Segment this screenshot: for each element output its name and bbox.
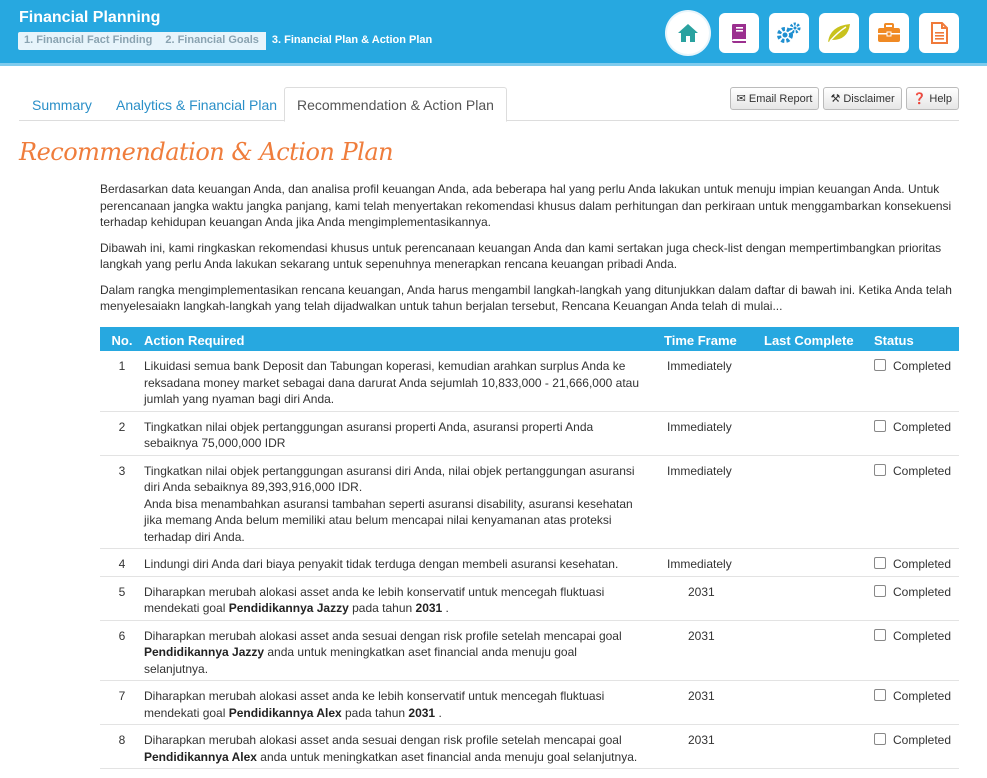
row-time-frame: 2031 xyxy=(664,576,764,620)
step-financial-goals[interactable]: 2. Financial Goals xyxy=(165,34,259,46)
row-time-frame: Immediately xyxy=(664,455,764,549)
action-text: Diharapkan merubah alokasi asset anda sesuai dengan risk profile setelah mencapai goal xyxy=(144,628,622,643)
header-status: Status xyxy=(874,332,914,348)
intro-paragraph: Berdasarkan data keuangan Anda, dan analisa profil keuangan Anda, ada beberapa hal yang perlu Anda lakukan untuk menuju impian keuangan Anda. Untuk perencanaan jangka waktu jangka panjang, kami telah menyertakan rekomendasi khusus dalam perhitungan dan perkiraan untuk menggambarkan konsekuensi terhadap kehidupan keuangan Anda jika Anda mengimplementasikannya. xyxy=(100,182,952,229)
row-action xyxy=(144,620,664,681)
document-icon xyxy=(929,21,949,45)
wizard-steps xyxy=(18,32,439,50)
status-label: Completed xyxy=(893,359,952,373)
home-icon xyxy=(677,23,699,43)
book-button[interactable] xyxy=(719,13,759,53)
action-text: anda untuk meningkatkan aset financial anda menuju goal selanjutnya. xyxy=(144,645,577,676)
action-text: Lindungi diri Anda dari biaya penyakit tidak terduga dengan membeli asuransi kesehatan. xyxy=(144,557,619,571)
settings-button[interactable] xyxy=(769,13,809,53)
page-title: Recommendation & Action Plan xyxy=(19,138,394,166)
row-no: 6 xyxy=(100,620,144,681)
row-no: 1 xyxy=(100,351,144,411)
action-text: Likuidasi semua bank Deposit dan Tabungan koperasi, kemudian arahkan surplus Anda ke reksadana money market sebagai dana darurat Anda sejumlah 10,833,000 - 21,666,000 atau jumlah yang nyaman bagi diri Anda. xyxy=(144,359,640,406)
row-last-complete xyxy=(764,351,874,411)
row-no: 7 xyxy=(100,681,144,725)
tab-recommendation[interactable]: Recommendation & Action Plan xyxy=(284,87,507,122)
tab-analytics[interactable]: Analytics & Financial Plan xyxy=(116,97,278,113)
completed-checkbox[interactable] xyxy=(874,733,886,745)
header-icon-bar xyxy=(657,13,959,54)
email-report-label: Email Report xyxy=(748,92,813,105)
row-status xyxy=(874,411,959,455)
tab-summary[interactable]: Summary xyxy=(32,97,92,113)
intro-text xyxy=(100,181,960,324)
row-last-complete xyxy=(764,549,874,577)
app-title: Financial Planning xyxy=(19,9,161,26)
row-no: 3 xyxy=(100,455,144,549)
table-row xyxy=(100,411,959,455)
action-text: Diharapkan merubah alokasi asset anda ke lebih konservatif untuk mencegah fluktuasi mendekati goal xyxy=(144,689,605,720)
table-row xyxy=(100,549,959,577)
leaf-button[interactable] xyxy=(819,13,859,53)
action-text: Tingkatkan nilai objek pertanggungan asuransi diri Anda, nilai objek pertanggungan asuransi diri Anda sebaiknya 89,393,916,000 IDR. xyxy=(144,463,635,494)
goal-year: 2031 xyxy=(415,601,443,615)
action-text: Anda bisa menambahkan asuransi tambahan seperti asuransi disability, asuransi kesehatan jika memang Anda belum memiliki atau belum mencapai nilai kenyamanan atas proteksi terhadap diri Anda. xyxy=(144,496,633,544)
action-text: pada tahun xyxy=(348,601,416,615)
completed-checkbox[interactable] xyxy=(874,557,886,569)
action-text: anda untuk meningkatkan aset financial anda menuju goal selanjutnya. xyxy=(256,749,638,764)
goal-name: Pendidikannya Alex xyxy=(144,749,257,764)
table-row xyxy=(100,620,959,681)
status-label: Completed xyxy=(893,463,952,478)
action-text: . xyxy=(442,601,449,615)
action-text: Diharapkan merubah alokasi asset anda sesuai dengan risk profile setelah mencapai goal xyxy=(144,733,622,747)
gavel-icon: ⚒ xyxy=(830,93,841,105)
row-no: 2 xyxy=(100,411,144,455)
status-label: Completed xyxy=(893,689,952,703)
row-no: 4 xyxy=(100,549,144,577)
goal-year: 2031 xyxy=(408,705,436,720)
email-report-button[interactable] xyxy=(730,87,820,110)
action-plan-table xyxy=(100,327,959,769)
help-button[interactable] xyxy=(906,87,959,110)
row-time-frame: Immediately xyxy=(664,411,764,455)
step-fact-finding[interactable]: 1. Financial Fact Finding xyxy=(24,34,153,46)
header-last-complete: Last Complete xyxy=(764,332,854,348)
status-label: Completed xyxy=(893,733,952,747)
table-row xyxy=(100,455,959,549)
row-status xyxy=(874,351,959,411)
intro-paragraph: Dalam rangka mengimplementasikan rencana keuangan, Anda harus mengambil langkah-langkah yang ditunjukkan dalam daftar di bawah ini. Ketika Anda telah menyelesaiakn langkah-langkah yang telah dijadwalkan untuk tahun berjalan tersebut, Rencana Keuangan Anda telah di mulai... xyxy=(100,282,952,313)
status-label: Completed xyxy=(893,628,952,643)
gears-icon xyxy=(776,21,802,45)
completed-checkbox[interactable] xyxy=(874,420,886,432)
goal-name: Pendidikannya Jazzy xyxy=(228,601,349,615)
step-financial-plan[interactable]: 3. Financial Plan & Action Plan xyxy=(266,32,439,50)
help-label: Help xyxy=(929,92,952,105)
row-status xyxy=(874,620,959,681)
action-text: . xyxy=(435,705,442,720)
home-button[interactable] xyxy=(667,12,709,54)
document-button[interactable] xyxy=(919,13,959,53)
row-action xyxy=(144,351,664,411)
row-no: 5 xyxy=(100,576,144,620)
row-time-frame: 2031 xyxy=(664,681,764,725)
table-row xyxy=(100,576,959,620)
completed-checkbox[interactable] xyxy=(874,464,886,476)
briefcase-button[interactable] xyxy=(869,13,909,53)
goal-name: Pendidikannya Alex xyxy=(228,705,342,720)
disclaimer-button[interactable] xyxy=(823,87,901,110)
table-row xyxy=(100,351,959,411)
app-header xyxy=(0,0,987,66)
table-header-row xyxy=(100,327,959,351)
row-status xyxy=(874,576,959,620)
row-action xyxy=(144,576,664,620)
envelope-icon: ✉ xyxy=(736,93,746,105)
intro-paragraph: Dibawah ini, kami ringkaskan rekomendasi khusus untuk perencanaan keuangan Anda dan kami sertakan juga check-list dengan mempertimbangkan prioritas langkah yang perlu Anda lakukan sekarang untuk sepenuhnya menerapkan rencana keuangan pribadi Anda. xyxy=(100,240,942,271)
row-no: 8 xyxy=(100,725,144,769)
row-last-complete xyxy=(764,725,874,769)
row-action xyxy=(144,549,664,577)
leaf-icon xyxy=(826,22,852,44)
row-status xyxy=(874,681,959,725)
completed-checkbox[interactable] xyxy=(874,689,886,701)
action-text: pada tahun xyxy=(341,705,409,720)
row-action xyxy=(144,455,664,549)
goal-name: Pendidikannya Jazzy xyxy=(144,645,265,659)
row-time-frame: 2031 xyxy=(664,620,764,681)
completed-checkbox[interactable] xyxy=(874,629,886,641)
status-label: Completed xyxy=(893,557,952,571)
row-status xyxy=(874,455,959,549)
completed-checkbox[interactable] xyxy=(874,359,886,371)
row-status xyxy=(874,725,959,769)
row-last-complete xyxy=(764,411,874,455)
row-time-frame: Immediately xyxy=(664,549,764,577)
book-icon xyxy=(728,22,750,44)
status-label: Completed xyxy=(893,584,952,599)
toolbar xyxy=(726,87,959,110)
table-row xyxy=(100,681,959,725)
row-action xyxy=(144,725,664,769)
action-text: Tingkatkan nilai objek pertanggungan asuransi properti Anda, asuransi properti Anda sebaiknya 75,000,000 IDR xyxy=(144,419,594,450)
question-icon: ❓ xyxy=(912,93,927,105)
header-time-frame: Time Frame xyxy=(664,332,737,348)
header-action: Action Required xyxy=(144,332,245,348)
disclaimer-label: Disclaimer xyxy=(843,92,895,105)
status-label: Completed xyxy=(893,419,952,434)
row-status xyxy=(874,549,959,577)
completed-checkbox[interactable] xyxy=(874,585,886,597)
briefcase-icon xyxy=(876,22,902,44)
row-last-complete xyxy=(764,576,874,620)
row-last-complete xyxy=(764,455,874,549)
row-action xyxy=(144,411,664,455)
row-time-frame: 2031 xyxy=(664,725,764,769)
action-text: Diharapkan merubah alokasi asset anda ke lebih konservatif untuk mencegah fluktuasi mendekati goal xyxy=(144,584,605,615)
row-time-frame: Immediately xyxy=(664,351,764,411)
header-no: No. xyxy=(111,332,133,348)
table-row xyxy=(100,725,959,769)
row-last-complete xyxy=(764,681,874,725)
row-last-complete xyxy=(764,620,874,681)
row-action xyxy=(144,681,664,725)
